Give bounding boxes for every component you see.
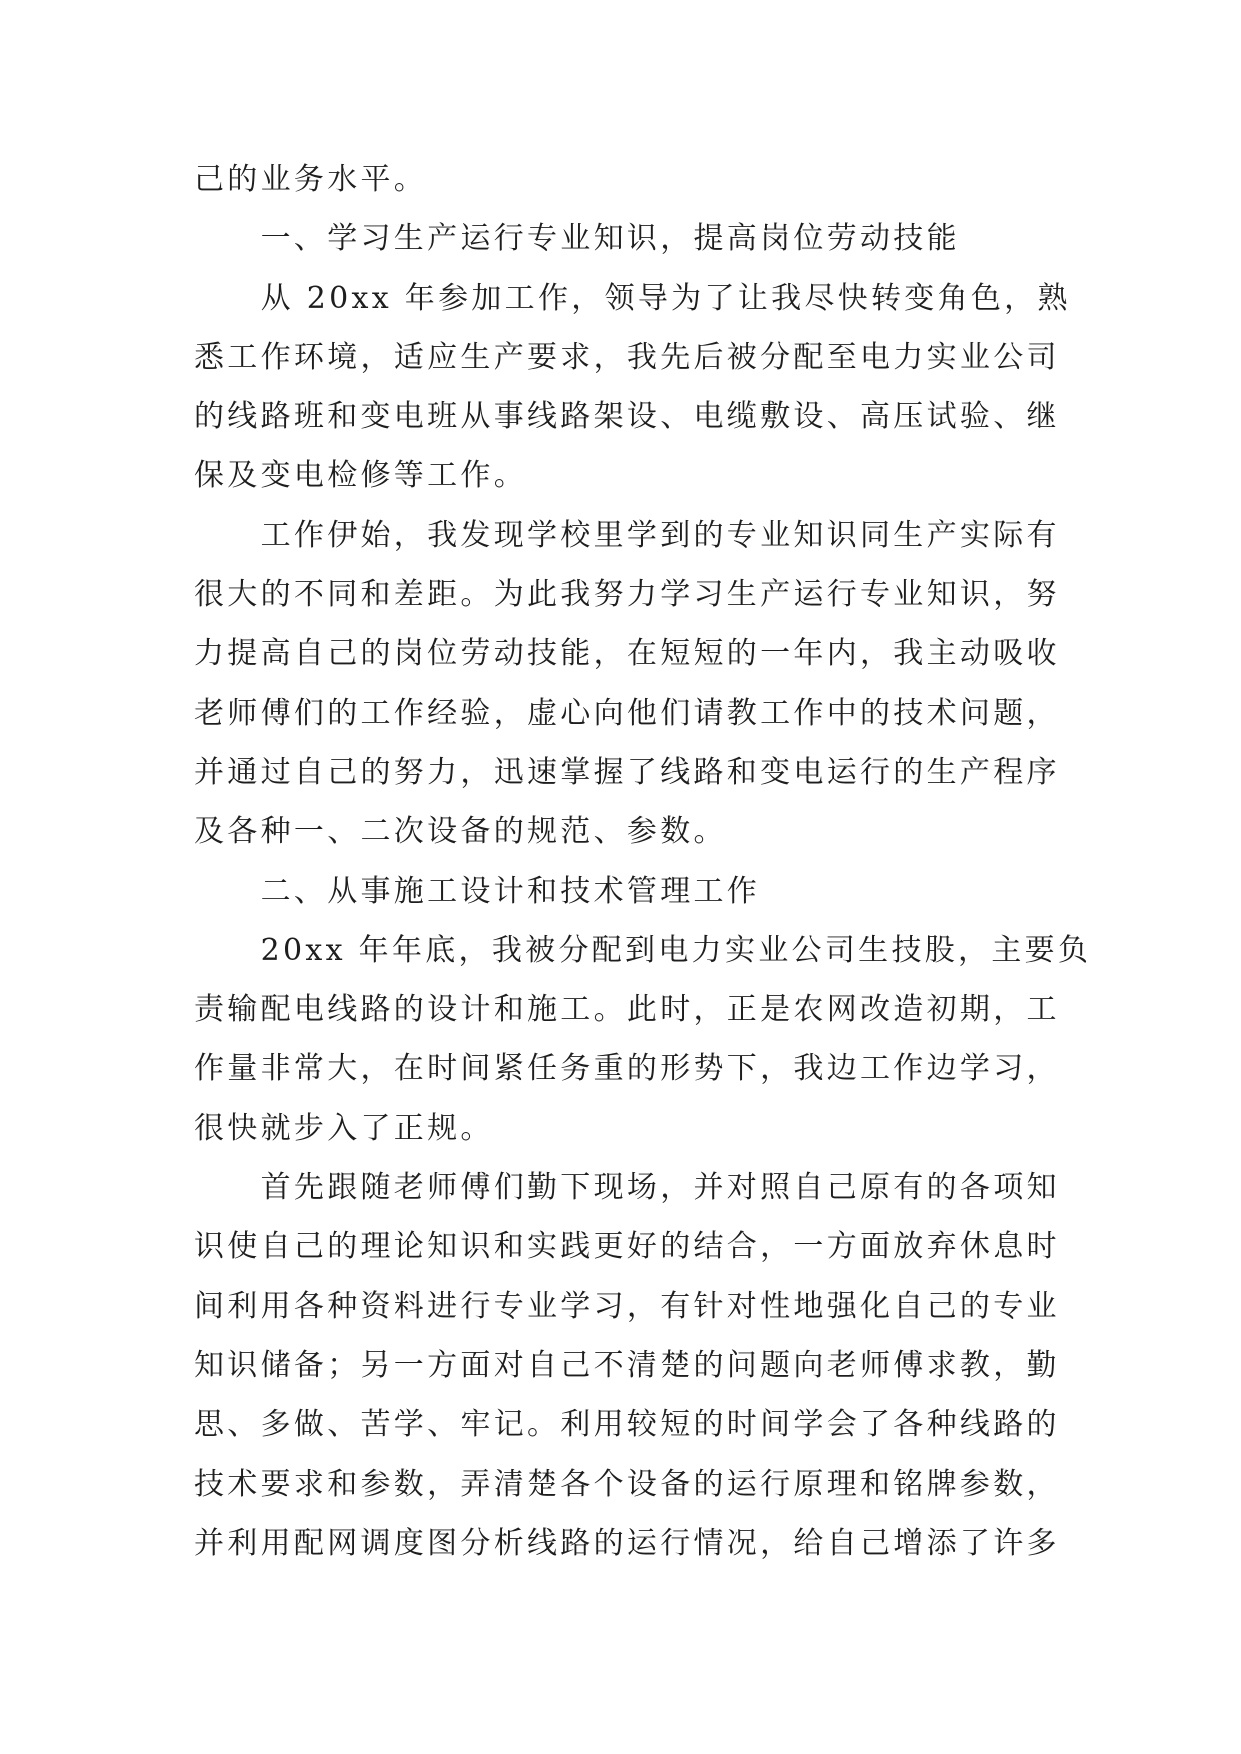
text-line: 识使自己的理论知识和实践更好的结合，一方面放弃休息时 — [194, 1229, 1060, 1265]
text-line: 很大的不同和差距。为此我努力学习生产运行专业知识，努 — [194, 577, 1060, 613]
text-line: 责输配电线路的设计和施工。此时，正是农网改造初期，工 — [194, 992, 1060, 1028]
text-line: 技术要求和参数，弄清楚各个设备的运行原理和铭牌参数， — [194, 1466, 1060, 1502]
text-line: 工作伊始，我发现学校里学到的专业知识同生产实际有 — [260, 517, 1060, 553]
text-line: 力提高自己的岗位劳动技能，在短短的一年内，我主动吸收 — [194, 636, 1060, 672]
text-line: 20xx 年年底，我被分配到电力实业公司生技股，主要负 — [260, 932, 1092, 968]
document-body — [194, 150, 1094, 1573]
text-line: 思、多做、苦学、牢记。利用较短的时间学会了各种线路的 — [194, 1407, 1060, 1443]
text-line: 作量非常大，在时间紧任务重的形势下，我边工作边学习， — [194, 1051, 1060, 1087]
text-line: 首先跟随老师傅们勤下现场，并对照自己原有的各项知 — [260, 1170, 1060, 1206]
text-line: 老师傅们的工作经验，虚心向他们请教工作中的技术问题， — [194, 695, 1060, 731]
text-line: 己的业务水平。 — [194, 162, 428, 197]
text-line: 知识储备；另一方面对自己不清楚的问题向老师傅求教，勤 — [194, 1347, 1060, 1383]
text-line: 保及变电检修等工作。 — [194, 458, 527, 494]
section-heading: 二、从事施工设计和技术管理工作 — [260, 873, 761, 909]
section-heading: 一、学习生产运行专业知识，提高岗位劳动技能 — [260, 221, 960, 257]
text-line: 从 20xx 年参加工作，领导为了让我尽快转变角色，熟 — [260, 280, 1071, 316]
text-line: 并利用配网调度图分析线路的运行情况，给自己增添了许多 — [194, 1525, 1060, 1561]
text-line: 很快就步入了正规。 — [194, 1110, 494, 1146]
text-line: 并通过自己的努力，迅速掌握了线路和变电运行的生产程序 — [194, 754, 1060, 790]
text-line: 悉工作环境，适应生产要求，我先后被分配至电力实业公司 — [194, 339, 1060, 375]
text-line: 及各种一、二次设备的规范、参数。 — [194, 814, 727, 850]
text-line: 间利用各种资料进行专业学习，有针对性地强化自己的专业 — [194, 1288, 1060, 1324]
text-line: 的线路班和变电班从事线路架设、电缆敷设、高压试验、继 — [194, 399, 1060, 435]
